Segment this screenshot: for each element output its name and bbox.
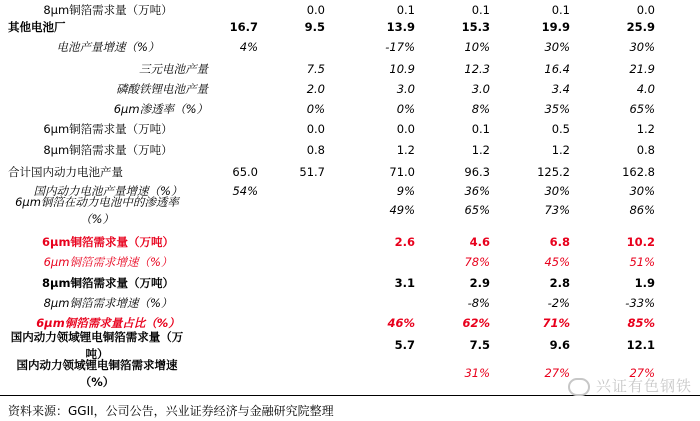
row-value: [265, 363, 325, 383]
row-value: 62%: [462, 316, 490, 330]
row-label: 电池产量增速（%）: [56, 40, 160, 54]
row-value: 65%: [464, 203, 490, 217]
row-value: 21.9: [629, 62, 655, 76]
row-value: 3.0: [471, 82, 490, 96]
row-value: [198, 119, 258, 139]
table-row: [0, 293, 700, 313]
row-value: 65.0: [232, 165, 258, 179]
row-value: 71.0: [389, 165, 415, 179]
row-value: 46%: [387, 316, 415, 330]
row-value: 27%: [544, 366, 570, 380]
row-value: 10.2: [626, 235, 655, 249]
row-label: 磷酸铁锂电池产量: [116, 82, 208, 96]
row-label: 8μm铜箔需求量（万吨）: [43, 143, 173, 157]
row-value: -33%: [625, 296, 655, 310]
row-value: 54%: [232, 184, 258, 198]
table-row: [0, 99, 700, 119]
table-row: [0, 273, 700, 293]
row-value: 30%: [544, 40, 570, 54]
row-value: 5.7: [394, 338, 415, 352]
row-value: [265, 200, 325, 220]
row-value: 0.0: [306, 122, 325, 136]
row-value: 0%: [306, 102, 325, 116]
row-value: 51%: [629, 255, 655, 269]
table-row: [0, 252, 700, 272]
row-value: 0.5: [551, 122, 570, 136]
row-value: 2.6: [394, 235, 415, 249]
row-label: 其他电池厂: [8, 20, 66, 34]
table-row: [0, 140, 700, 160]
row-value: [265, 313, 325, 333]
row-value: [265, 273, 325, 293]
row-value: 4%: [239, 40, 258, 54]
row-value: [198, 99, 258, 119]
row-label: 6μm铜箔在动力电池中的渗透率（%）: [15, 195, 179, 226]
row-value: 0.0: [396, 122, 415, 136]
row-value: 3.1: [394, 276, 415, 290]
row-value: 4.0: [636, 82, 655, 96]
row-value: 3.0: [396, 82, 415, 96]
table-row: [0, 162, 700, 182]
row-value: 1.2: [551, 143, 570, 157]
row-value: 9.6: [549, 338, 570, 352]
row-value: 2.9: [469, 276, 490, 290]
row-value: 25.9: [626, 20, 655, 34]
row-value: -2%: [547, 296, 570, 310]
row-value: 6.8: [549, 235, 570, 249]
row-value: [355, 252, 415, 272]
row-value: [198, 273, 258, 293]
row-value: 31%: [464, 366, 490, 380]
row-value: [198, 140, 258, 160]
row-value: 7.5: [306, 62, 325, 76]
row-value: [355, 363, 415, 383]
table-row: [0, 59, 700, 79]
row-value: [198, 313, 258, 333]
row-value: 0.0: [636, 3, 655, 17]
row-value: 0.1: [396, 3, 415, 17]
row-value: 16.7: [229, 20, 258, 34]
row-value: 73%: [544, 203, 570, 217]
watermark: [568, 375, 692, 396]
row-value: 30%: [629, 184, 655, 198]
row-label: 6μm铜箔需求量占比（%）: [36, 316, 180, 330]
row-value: 0.1: [551, 3, 570, 17]
row-value: 19.9: [541, 20, 570, 34]
row-value: 12.1: [626, 338, 655, 352]
row-value: [265, 293, 325, 313]
row-value: 51.7: [299, 165, 325, 179]
row-label: 8μm铜箔需求增速（%）: [43, 296, 173, 310]
row-value: 162.8: [622, 165, 655, 179]
row-value: 1.2: [471, 143, 490, 157]
row-value: 27%: [629, 366, 655, 380]
table-row: [0, 119, 700, 139]
row-value: 96.3: [464, 165, 490, 179]
row-label: 8μm铜箔需求量（万吨）: [42, 276, 174, 290]
row-value: 2.8: [549, 276, 570, 290]
row-value: 0.8: [636, 143, 655, 157]
row-value: [198, 79, 258, 99]
row-value: 9.5: [304, 20, 325, 34]
source-note: 资料来源：GGII，公司公告，兴业证券经济与金融研究院整理: [8, 404, 334, 418]
row-label: 国内动力领域锂电铜箔需求增速（%）: [16, 358, 178, 389]
table-row: [0, 37, 700, 57]
row-value: 0.0: [306, 3, 325, 17]
row-label: 6μm铜箔需求增速（%）: [43, 255, 173, 269]
row-value: 15.3: [461, 20, 490, 34]
row-value: [265, 37, 325, 57]
row-value: 86%: [629, 203, 655, 217]
row-label: 国内动力领域锂电铜箔需求量（万吨）: [10, 330, 184, 361]
row-value: 7.5: [469, 338, 490, 352]
row-label: 8μm铜箔需求量（万吨）: [43, 3, 173, 17]
row-value: 1.9: [634, 276, 655, 290]
wechat-icon: [568, 378, 590, 396]
row-value: [265, 181, 325, 201]
row-label: 三元电池产量: [139, 62, 208, 76]
row-label: 6μm铜箔需求量（万吨）: [43, 122, 173, 136]
row-value: 78%: [464, 255, 490, 269]
row-value: 45%: [544, 255, 570, 269]
row-value: 0.1: [471, 3, 490, 17]
row-value: -8%: [467, 296, 490, 310]
row-label: 国内动力电池产量增速（%）: [33, 184, 183, 198]
row-value: 85%: [627, 316, 655, 330]
table-row: [0, 195, 700, 226]
row-value: 0.8: [306, 143, 325, 157]
table-row: [0, 79, 700, 99]
row-label: 6μm铜箔需求量（万吨）: [42, 235, 174, 249]
table-row: [0, 17, 700, 37]
row-value: 10.9: [389, 62, 415, 76]
row-value: 10%: [464, 40, 490, 54]
row-value: 35%: [544, 102, 570, 116]
row-value: 8%: [471, 102, 490, 116]
row-value: 30%: [629, 40, 655, 54]
row-value: [198, 200, 258, 220]
row-value: 1.2: [396, 143, 415, 157]
row-value: 71%: [542, 316, 570, 330]
row-value: [198, 363, 258, 383]
row-label: 合计国内动力电池产量: [8, 165, 123, 179]
row-value: 9%: [396, 184, 415, 198]
row-value: 2.0: [306, 82, 325, 96]
row-value: [198, 59, 258, 79]
row-value: [265, 252, 325, 272]
row-value: [265, 335, 325, 355]
watermark-text: 兴证有色钢铁: [595, 377, 692, 395]
row-value: 3.4: [551, 82, 570, 96]
row-value: 65%: [629, 102, 655, 116]
row-label: 6μm渗透率（%）: [113, 102, 208, 116]
row-value: 0.1: [471, 122, 490, 136]
row-value: [198, 232, 258, 252]
row-value: 12.3: [464, 62, 490, 76]
row-value: 36%: [464, 184, 490, 198]
row-value: -17%: [385, 40, 415, 54]
table-row: [0, 232, 700, 252]
row-value: [198, 252, 258, 272]
row-value: 49%: [389, 203, 415, 217]
row-value: 13.9: [386, 20, 415, 34]
row-value: [355, 293, 415, 313]
row-value: 16.4: [544, 62, 570, 76]
row-value: 4.6: [469, 235, 490, 249]
row-value: [198, 293, 258, 313]
row-value: 1.2: [636, 122, 655, 136]
row-value: [265, 232, 325, 252]
row-value: 30%: [544, 184, 570, 198]
table-row: [0, 330, 700, 361]
row-value: 125.2: [537, 165, 570, 179]
row-value: [198, 335, 258, 355]
row-value: 0%: [396, 102, 415, 116]
